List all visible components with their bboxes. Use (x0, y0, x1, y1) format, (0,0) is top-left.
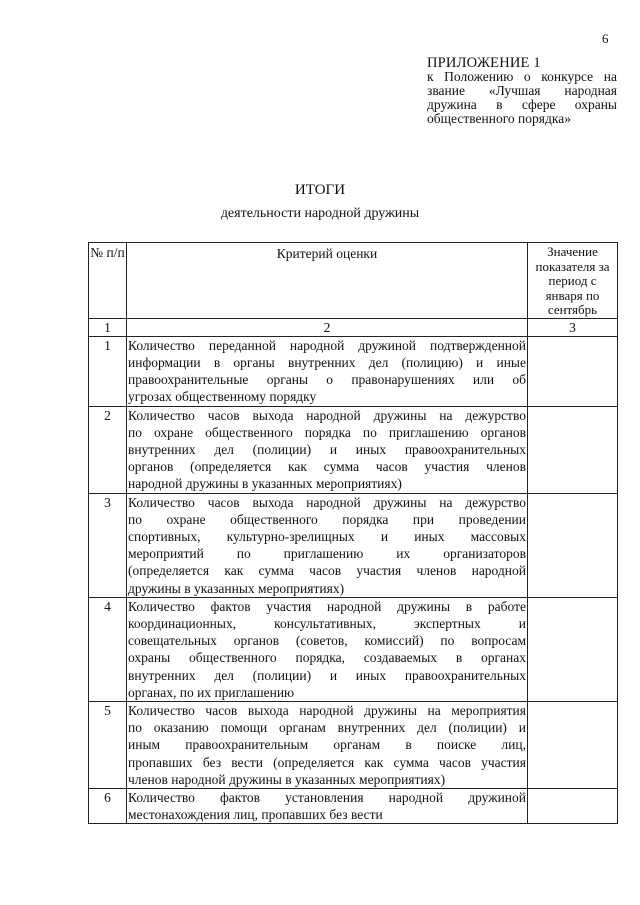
criterion-line: членов народной дружины в указанных мероприятиях) (128, 771, 446, 787)
row-value-cell[interactable] (528, 336, 618, 406)
criterion-line: иным правоохранительным органам в поиске лиц, (128, 737, 526, 753)
table-row (89, 493, 618, 597)
criterion-line: дружины в указанных мероприятиях) (128, 580, 345, 596)
row-criterion (127, 493, 528, 597)
criterion-line: Количество часов выхода народной дружины на дежурство (128, 494, 526, 510)
row-criterion (127, 597, 528, 701)
row-criterion (127, 336, 528, 406)
row-number: 5 (89, 701, 127, 788)
criterion-line: информации в органы внутренних дел (полицию) и иные (128, 354, 526, 370)
criterion-line: народной дружины в указанных мероприятиях) (128, 476, 402, 492)
appendix-line: дружина в сфере охраны (427, 97, 617, 112)
row-number: 6 (89, 788, 127, 823)
row-number: 4 (89, 597, 127, 701)
column-number: 1 (89, 318, 127, 336)
criterion-line: местонахождения лиц, пропавших без вести (128, 807, 383, 823)
criterion-line: Количество фактов установления народной дружиной (128, 789, 526, 805)
criterion-line: (определяется как сумма часов участия членов народной (128, 563, 526, 579)
criterion-line: внутренних дел (полиции) и иных правоохранительных (128, 441, 526, 457)
criterion-line: мероприятий по приглашению их организаторов (128, 546, 526, 562)
appendix-block (427, 56, 617, 126)
row-value-cell[interactable] (528, 597, 618, 701)
table-row (89, 701, 618, 788)
criterion-line: по охране общественного порядка по приглашению органов (128, 424, 526, 440)
criterion-line: Количество часов выхода народной дружины на дежурство (128, 407, 526, 423)
criterion-line: Количество часов выхода народной дружины на мероприятия (128, 702, 526, 718)
criterion-line: органах, по их приглашению (128, 684, 295, 700)
criterion-line: совещательных органов (советов, комиссий) по вопросам (128, 633, 526, 649)
row-criterion (127, 788, 528, 823)
criterion-line: угрозах общественному порядку (128, 389, 317, 405)
table-row (89, 597, 618, 701)
header-number: № п/п (89, 243, 127, 319)
criterion-line: пропавших без вести (определяется как сумма часов участия (128, 754, 526, 770)
table-header-row (89, 243, 618, 319)
page-number: 6 (602, 31, 609, 46)
column-number: 3 (528, 318, 618, 336)
row-value-cell[interactable] (528, 701, 618, 788)
criterion-line: по оказанию помощи органам внутренних дел (полиции) и (128, 720, 526, 736)
appendix-heading: ПРИЛОЖЕНИЕ 1 (427, 55, 541, 71)
appendix-line: звание «Лучшая народная (427, 83, 617, 98)
document-title: ИТОГИ (294, 182, 346, 198)
table-row (89, 406, 618, 493)
header-criterion: Критерий оценки (127, 243, 528, 319)
appendix-line: к Положению о конкурсе на (427, 69, 617, 84)
criterion-line: Количество фактов участия народной дружины в работе (128, 598, 526, 614)
criteria-table (88, 242, 618, 824)
table-row (89, 336, 618, 406)
criterion-line: по охране общественного порядка при проведении (128, 511, 526, 527)
criterion-line: охраны общественного порядка, создаваемых в органах (128, 650, 526, 666)
row-number: 2 (89, 406, 127, 493)
column-number-row (89, 318, 618, 336)
criterion-line: координационных, консультативных, экспертных и (128, 615, 526, 631)
row-number: 1 (89, 336, 127, 406)
row-value-cell[interactable] (528, 493, 618, 597)
row-criterion (127, 701, 528, 788)
table-row (89, 788, 618, 823)
column-number: 2 (127, 318, 528, 336)
criterion-line: органов (определяется как сумма часов участия членов (128, 459, 526, 475)
criterion-line: Количество переданной народной дружиной подтвержденной (128, 337, 526, 353)
row-criterion (127, 406, 528, 493)
row-value-cell[interactable] (528, 788, 618, 823)
criterion-line: спортивных, культурно-зрелищных и иных массовых (128, 528, 526, 544)
header-value: Значение показателя за период с января по сентябрь (528, 243, 618, 319)
criterion-line: внутренних дел (полиции) и иных правоохранительных (128, 667, 526, 683)
row-value-cell[interactable] (528, 406, 618, 493)
appendix-line: общественного порядка» (427, 111, 571, 126)
row-number: 3 (89, 493, 127, 597)
criterion-line: правоохранительные органы о правонарушениях или об (128, 372, 526, 388)
document-subtitle: деятельности народной дружины (220, 206, 420, 221)
